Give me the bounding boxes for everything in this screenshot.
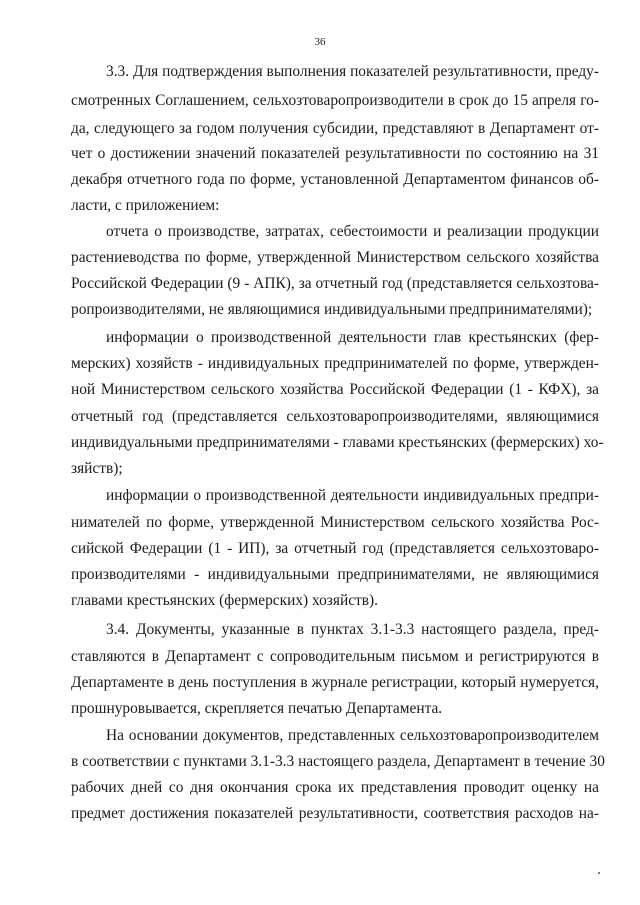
text-line: информации о производственной деятельности глав крестьянских (фер- — [106, 329, 599, 346]
text-line: растениеводства по форме, утвержденной Министерством сельского хозяйства — [71, 249, 599, 266]
text-line: индивидуальными предпринимателями - главами крестьянских (фермерских) хо- — [71, 434, 604, 451]
text-line: производителями - индивидуальными предпринимателями, не являющимися — [71, 566, 599, 583]
text-line: прошнуровывается, скрепляется печатью Департамента. — [71, 700, 443, 717]
text-line: главами крестьянских (фермерских) хозяйств). — [71, 592, 378, 609]
scan-speck — [598, 872, 600, 874]
text-line: ласти, с приложением: — [71, 197, 220, 214]
text-line: зяйств); — [71, 460, 123, 477]
text-line: смотренных Соглашением, сельхозтоваропроизводители в срок до 15 апреля го- — [71, 92, 599, 109]
text-line: в соответствии с пунктами 3.1-3.3 настоящего раздела, Департамент в течение 30 — [71, 753, 605, 770]
text-line: На основании документов, представленных сельхозтоваропроизводителем — [106, 727, 599, 744]
text-line: отчета о производстве, затратах, себестоимости и реализации продукции — [106, 223, 599, 240]
text-line: Департаменте в день поступления в журнале регистрации, который нумеруется, — [71, 674, 599, 691]
text-line: мерских) хозяйств - индивидуальных предпринимателей по форме, утвержден- — [71, 355, 599, 372]
text-line: сийской Федерации (1 - ИП), за отчетный год (представляется сельхозтоваро- — [71, 540, 599, 557]
text-line: 3.3. Для подтверждения выполнения показателей результативности, преду- — [106, 63, 599, 80]
text-line: нимателей по форме, утвержденной Министерством сельского хозяйства Рос- — [71, 514, 599, 531]
text-line: ставляются в Департамент с сопроводительным письмом и регистрируются в — [71, 648, 599, 665]
text-line: ной Министерством сельского хозяйства Российской Федерации (1 - КФХ), за — [71, 381, 599, 398]
text-line: отчетный год (представляется сельхозтоваропроизводителями, являющимися — [71, 408, 599, 425]
text-line: да, следующего за годом получения субсидии, представляют в Департамент от- — [71, 120, 599, 137]
text-line: чет о достижении значений показателей результативности по состоянию на 31 — [71, 145, 599, 162]
text-line: рабочих дней со дня окончания срока их представления проводит оценку на — [71, 779, 599, 796]
page-number: 36 — [314, 36, 326, 48]
text-line: предмет достижения показателей результативности, соответствия расходов на- — [71, 805, 599, 822]
text-line: 3.4. Документы, указанные в пунктах 3.1-3.3 настоящего раздела, пред- — [106, 621, 599, 638]
text-line: Российской Федерации (9 - АПК), за отчетный год (представляется сельхозтова- — [71, 275, 599, 292]
text-line: информации о производственной деятельности индивидуальных предпри- — [106, 487, 599, 504]
text-line: декабря отчетного года по форме, установленной Департаментом финансов об- — [71, 171, 599, 188]
text-line: ропроизводителями, не являющимися индивидуальными предпринимателями); — [71, 301, 593, 318]
